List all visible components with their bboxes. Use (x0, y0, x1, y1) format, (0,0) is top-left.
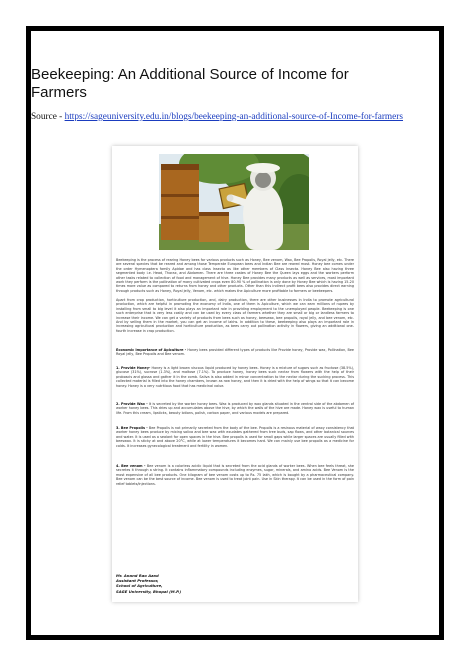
honey-heading: 1. Provide Honey- (116, 366, 151, 370)
wax-text: It is secreted by the worker honey bees. Wax is produced by wax glands situated in the ventral side of the abdomen of worker honey bees. This dries up and accumulates above the hive, by which the walls of the hive are made. Honey wax is useful to human life. From this cream, lipsticks, beauty lotions, polish, carbon paper, and various models are prepared. (116, 402, 354, 415)
author-role: Assistant Professor, (116, 578, 159, 584)
source-label: Source - (31, 112, 63, 122)
item-honey (116, 366, 354, 388)
venom-heading: 4. Bee venom - (116, 464, 146, 468)
beekeeper-illustration (159, 154, 309, 250)
item-propolis (116, 426, 354, 448)
source-line (31, 112, 426, 122)
author-name: Mr. Anand Rao Azad (116, 573, 159, 578)
wax-heading: 2. Provide Wax - (116, 402, 148, 406)
economic-heading: Economic Importance of Apiculture - (116, 348, 187, 352)
propolis-text: Bee Propolis is not primarily secreted from the body of the bee. Propolis is a resinous material of waxy consistency that worker honey bees produce by mixing saliva and bee wax with exudates gathered from tree buds, sap flows, and other botanical sources and water. It is used as a sealant for open spaces in the hive. Bee propolis is used for small gaps while larger spaces are usually filled with beeswax. It is sticky at and above 20°C, while at lower temperatures it becomes hard. We can mainly use bee propolis as a medicine for colds. It increases gynecological treatment and fertility in women. (116, 426, 355, 448)
item-venom (116, 464, 354, 486)
document-preview (112, 146, 358, 602)
author-school: School of Agriculture, (116, 583, 163, 589)
propolis-heading: 3. Bee Propolis - (116, 426, 148, 430)
author-signature (116, 573, 181, 594)
venom-text: Bee venom is a colorless acidic liquid that is secreted from the acid glands of worker bees. When bee feels threat, she secretes it through a string. It contains inflammatory compounds including enzymes, sugar, minerals, and amino acids. Bee Venom is the most expensive of all bee products. One kilogram of bee venom costs up to Rs. 75 lakh, which is bought by a pharmaceutical company. Bee venom can be the best source of income. Bee venom is used to treat joint pain. Use in Skin therapy. It can be used in the form of pain relief tablets/injections. (116, 464, 354, 486)
page-title: Beekeeping: An Additional Source of Income for Farmers (31, 66, 349, 101)
economic-text: Honey bees provided different types of products like Provide honey, Provide wax, Pollination, Bee Royal jelly, Bee Propolis and Bee venom. (116, 348, 355, 357)
paragraph-intro: Beekeeping is the process of rearing Honey bees for various products such as Honey, Bee venom, Wax, Bee Propolis, Royal jelly, etc. There are several species that be reared and among those Temperate European bees and Indian Bee are reared most. Honey bee comes under the order Hymenoptera family Apidae and has class Insecta as like other members of Class Insecta. Honey Bee also having three segmented body i.e. Head, Thorax, and Abdomen. There are three castes of Honey Bee the Queen lays eggs and the workers perform other tasks related to collection of food and management of hive. Honey Bee provides many products as well as services, most important work they perform is the pollination of many cultivated crops even 80-90 % of pollination is only done by Honey Bee which is having 15-20 times more value as compared to returns from honey and other products. Other than this indirect profit bees also provides direct earning through products such as Honey, Royal jelly, Venom, etc. which makes the Apiculture more profitable to farmers or beekeepers. (116, 258, 354, 293)
source-link[interactable]: https://sageuniversity.edu.in/blogs/beekeeping-an-additional-source-of-Income-for-farmers (64, 112, 404, 122)
author-university: SAGE University, Bhopal (M.P.) (116, 588, 182, 594)
item-wax (116, 402, 354, 415)
paragraph-economic (116, 348, 354, 357)
paragraph-agriculture: Apart from crop production, horticulture production, and, dairy production, there are other businesses in India to promote agricultural production, which are helpful in promoting the economy of India, one of them is Apiculture, which we can earn millions of rupees by installing from small to big level it also plays an important role in providing employment to the unemployed people. Beekeeping is one such enterprise that is very less costly and can be used by every class of farmers whether they are small or big or landless farmers to increase their income. We can get a variety of products from bees such as honey, beeswax, bee propolis, royal jelly, and bee venom, etc. And by selling them in the market, you can get an income of lakhs. In addition to these, beekeeping also plays an important role in increasing agricultural production and horticulture production, as bees carry out pollination activity in flowers, giving an additional one-fourth increase in crop production. (116, 298, 354, 333)
beekeeper-photo (159, 154, 309, 250)
honey-text: Honey is a light brown viscous liquid produced by honey bees. Honey is a mixture of sugars such as fructose (38.5%), glucose (31%), sucrose (1.3%), and maltose (7.1%). To produce honey, honey bees suck nectar from flowers with the help of their proboscis and glossa and gather it in the comb. Saliva is also added in minor concentration to the nectar during the sucking process. This collected material is filled into the honey chambers, known as raw honey, and then it is dried with the help of wings so that it can become honey. Honey is a very nutritious food that has medicinal value. (116, 366, 355, 388)
